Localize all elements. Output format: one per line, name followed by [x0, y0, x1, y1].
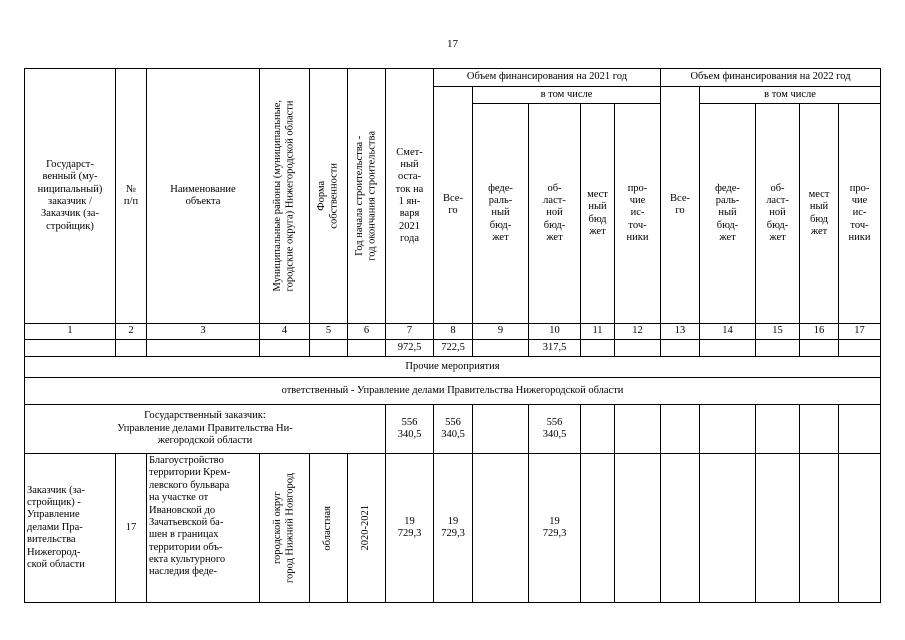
page-number: 17	[447, 38, 458, 50]
column-number: 10	[529, 324, 581, 340]
header-including-2022: в том числе	[700, 87, 881, 104]
column-number: 2	[116, 324, 147, 340]
header-local-2021: мест ный бюд жет	[581, 104, 615, 324]
header-local-2022: мест ный бюд жет	[800, 104, 839, 324]
financing-table	[24, 68, 881, 603]
column-number: 3	[147, 324, 260, 340]
header-ownership: Форма собственности	[310, 69, 348, 324]
header-object-name: Наименование объекта	[147, 69, 260, 324]
column-number: 14	[700, 324, 756, 340]
object-row	[25, 454, 881, 603]
header-total-2021: Все- го	[434, 87, 473, 324]
responsible-row: ответственный - Управление делами Правительства Нижегородской области	[25, 378, 881, 405]
column-number: 7	[386, 324, 434, 340]
column-number: 9	[473, 324, 529, 340]
header-customer: Государст- венный (му- ниципальный) заказчик / Заказчик (за- стройщик)	[25, 69, 116, 324]
object-remaining: 19 729,3	[386, 454, 434, 603]
column-number: 13	[661, 324, 700, 340]
header-remaining: Смет- ный оста- ток на 1 ян- варя 2021 года	[386, 69, 434, 324]
header-including-2021: в том числе	[473, 87, 661, 104]
gov-customer-row	[25, 405, 881, 454]
column-number-row	[25, 324, 881, 340]
totals-remaining: 972,5	[386, 340, 434, 357]
header-total-2022: Все- го	[661, 87, 700, 324]
column-number: 8	[434, 324, 473, 340]
header-other-2022: про- чие ис- точ- ники	[839, 104, 881, 324]
column-number: 4	[260, 324, 310, 340]
gov-total-2021: 556 340,5	[434, 405, 473, 454]
column-number: 5	[310, 324, 348, 340]
gov-regional-2021: 556 340,5	[529, 405, 581, 454]
column-number: 1	[25, 324, 116, 340]
header-federal-2021: феде- раль- ный бюд- жет	[473, 104, 529, 324]
column-number: 16	[800, 324, 839, 340]
header-districts: Муниципальные районы (муниципальные, городские округа) Нижегородской области	[260, 69, 310, 324]
object-name: Благоустройство территории Крем- левского бульвара на участке от Ивановской до Зачатьевской ба- шен в границах территории объ- екта культурного наследия феде-	[147, 454, 260, 603]
gov-remaining: 556 340,5	[386, 405, 434, 454]
header-regional-2022: об- ласт- ной бюд- жет	[756, 104, 800, 324]
object-years: 2020-2021	[348, 454, 386, 603]
header-fin-2022: Объем финансирования на 2022 год	[661, 69, 881, 87]
object-num: 17	[116, 454, 147, 603]
header-federal-2022: феде- раль- ный бюд- жет	[700, 104, 756, 324]
header-num: № п/п	[116, 69, 147, 324]
object-customer: Заказчик (за- стройщик) - Управление делами Пра- вительства Нижегород- ской области	[25, 454, 116, 603]
totals-regional-2021: 317,5	[529, 340, 581, 357]
section-title: Прочие мероприятия	[25, 357, 881, 378]
column-number: 15	[756, 324, 800, 340]
object-total-2021: 19 729,3	[434, 454, 473, 603]
column-number: 6	[348, 324, 386, 340]
totals-total-2021: 722,5	[434, 340, 473, 357]
column-number: 11	[581, 324, 615, 340]
header-regional-2021: об- ласт- ной бюд- жет	[529, 104, 581, 324]
column-number: 12	[615, 324, 661, 340]
totals-row	[25, 340, 881, 357]
header-other-2021: про- чие ис- точ- ники	[615, 104, 661, 324]
object-ownership: областная	[310, 454, 348, 603]
object-regional-2021: 19 729,3	[529, 454, 581, 603]
header-years: Год начала строительства - год окончания строительства	[348, 69, 386, 324]
header-fin-2021: Объем финансирования на 2021 год	[434, 69, 661, 87]
gov-customer-label: Государственный заказчик: Управление делами Правительства Ни- жегородской области	[25, 405, 386, 454]
object-district: городской округ город Нижний Новгород	[260, 454, 310, 603]
column-number: 17	[839, 324, 881, 340]
